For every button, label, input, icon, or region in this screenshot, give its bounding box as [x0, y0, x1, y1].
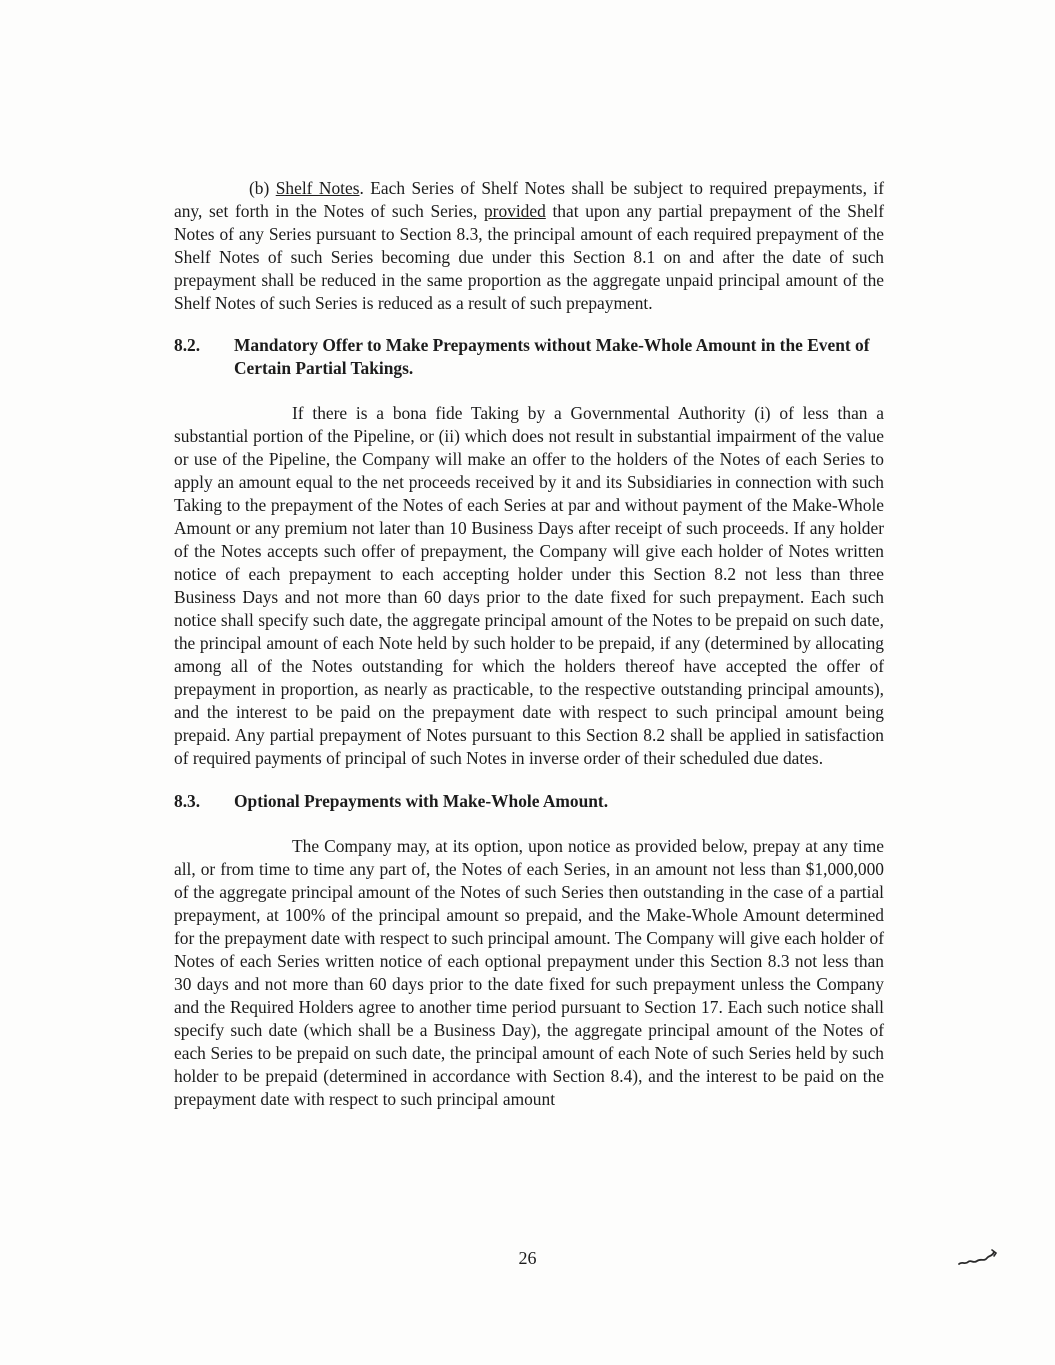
section-number: 8.2. [174, 335, 201, 355]
paragraph-shelf-notes [174, 177, 884, 315]
document-body [174, 177, 884, 1111]
shelf-notes-title: Shelf Notes [275, 178, 360, 198]
section-8-2-body: If there is a bona fide Taking by a Governmental Authority (i) of less than a substantial portion of the Pipeline, or (ii) which does not result in substantial impairment of the value or use of the Pipeline, the Company will make an offer to the holders of the Notes of each Series to apply an amount equal to the net proceeds received by it and its Subsidiaries in connection with such Taking to the prepayment of the Notes of each Series at par and without payment of the Make-Whole Amount or any premium not later than 10 Business Days after receipt of such proceeds. If any holder of the Notes accepts such offer of prepayment, the Company will give each holder of Notes written notice of each prepayment to each accepting holder under this Section 8.2 not less than three Business Days and not more than 60 days prior to the date fixed for such prepayment. Each such notice shall specify such date, the aggregate principal amount of the Notes to be prepaid on such date, the principal amount of each Note held by such holder to be prepaid, if any (determined by allocating among all of the Notes outstanding for which the holders thereof have accepted the offer of prepayment in proportion, as nearly as practicable, to the respective outstanding principal amounts), and the interest to be paid on the prepayment date with respect to such principal amount being prepaid. Any partial prepayment of Notes pursuant to this Section 8.2 shall be applied in satisfaction of required payments of principal of such Notes in inverse order of their scheduled due dates. [174, 403, 884, 768]
section-8-3-body: The Company may, at its option, upon notice as provided below, prepay at any time all, or from time to time any part of, the Notes of each Series, in an amount not less than $1,000,000 of the aggregate principal amount of the Notes of such Series then outstanding in the case of a partial prepayment, at 100% of the principal amount so prepaid, and the Make-Whole Amount determined for the prepayment date with respect to such principal amount. The Company will give each holder of Notes of each Series written notice of each optional prepayment under this Section 8.3 not less than 30 days and not more than 60 days prior to the date fixed for such prepayment unless the Company and the Required Holders agree to another time period pursuant to Section 17. Each such notice shall specify such date (which shall be a Business Day), the aggregate principal amount of the Notes of each Series to be prepaid on such date, the principal amount of each Note of such Series held by such holder to be prepaid (determined in accordance with Section 8.4), and the interest to be paid on the prepayment date with respect to such principal amount [174, 836, 884, 1109]
section-8-3-heading [174, 790, 884, 813]
section-number: 8.3. [174, 791, 201, 811]
page-number: 26 [518, 1248, 537, 1268]
section-8-2-heading [174, 334, 884, 380]
paragraph-prefix: (b) [249, 178, 276, 198]
section-title: Optional Prepayments with Make-Whole Amount. [234, 791, 609, 811]
section-title: Mandatory Offer to Make Prepayments without Make-Whole Amount in the Event of Certain Partial Takings. [234, 335, 870, 378]
paragraph-text: that upon any partial prepayment of the Shelf Notes of any Series pursuant to Section 8.3, the principal amount of each required prepayment of the Shelf Notes of such Series becoming due under this Section 8.1 on and after the date of such prepayment shall be reduced in the same proportion as the aggregate unpaid principal amount of the Shelf Notes of such Series is reduced as a result of such prepayment. [174, 201, 885, 313]
provided-term: provided [483, 201, 546, 221]
paragraph-text: . Each Series of Shelf Notes shall be subject to required prepayments, if any, set forth in the Notes of such Series, [174, 178, 884, 221]
handwritten-initials [956, 1244, 1000, 1270]
